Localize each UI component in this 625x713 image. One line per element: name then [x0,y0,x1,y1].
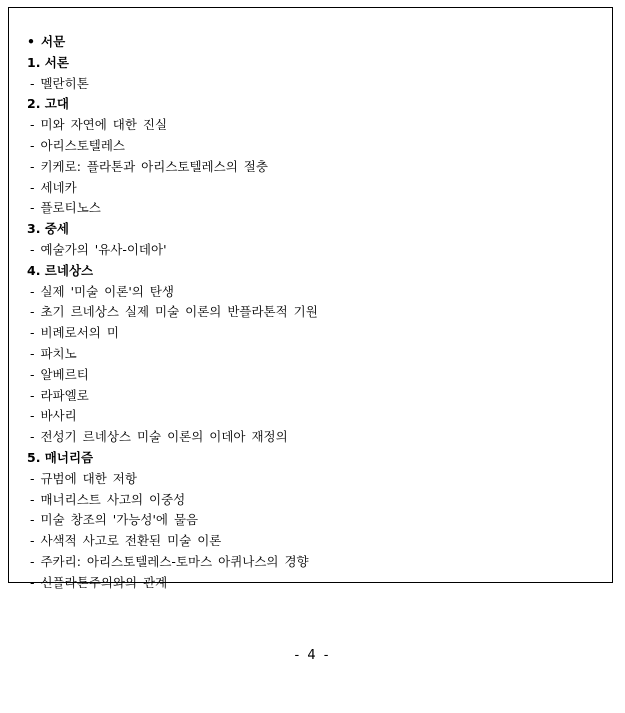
toc-item: - 매너리스트 사고의 이중성 [30,491,186,507]
toc-item: - 예술가의 '유사-이데아' [30,241,167,257]
toc-item: - 주카리: 아리스토텔레스-토마스 아퀴나스의 경향 [30,553,309,569]
table-of-contents [8,7,613,590]
toc-list [27,32,612,594]
toc-preface [27,32,612,53]
toc-item: - 라파엘로 [30,387,89,403]
section-heading: 3. 중세 [27,221,69,237]
toc-item: - 키케로: 플라톤과 아리스토텔레스의 절충 [30,158,268,174]
toc-item: - 실제 '미술 이론'의 탄생 [30,283,174,299]
section-heading: 1. 서론 [27,54,69,70]
toc-item: - 세네카 [30,179,77,195]
toc-item: - 전성기 르네상스 미술 이론의 이데아 재정의 [30,429,288,445]
toc-preface-label: 서문 [41,34,66,49]
toc-item: - 파치노 [30,345,77,361]
toc-item: - 플로티노스 [30,200,101,216]
toc-item: - 규범에 대한 저항 [30,470,137,486]
toc-item: - 아리스토텔레스 [30,137,126,153]
page-number: - 4 - [294,648,331,663]
toc-item: - 바사리 [30,408,77,424]
bullet-icon: • [27,34,35,49]
toc-item: - 멜란히톤 [30,75,89,91]
toc-item: - 비례로서의 미 [30,325,119,341]
toc-item: - 미와 자연에 대한 진실 [30,117,168,133]
toc-item: - 사색적 사고로 전환된 미술 이론 [30,533,222,549]
toc-item: - 알베르티 [30,366,89,382]
toc-item: - 미술 창조의 '가능성'에 물음 [30,512,199,528]
section-heading: 2. 고대 [27,96,69,112]
toc-item: - 신플라톤주의와의 관계 [30,574,168,590]
toc-item: - 초기 르네상스 실제 미술 이론의 반플라톤적 기원 [30,304,318,320]
section-heading: 5. 매너리즘 [27,449,94,465]
section-heading: 4. 르네상스 [27,262,94,278]
